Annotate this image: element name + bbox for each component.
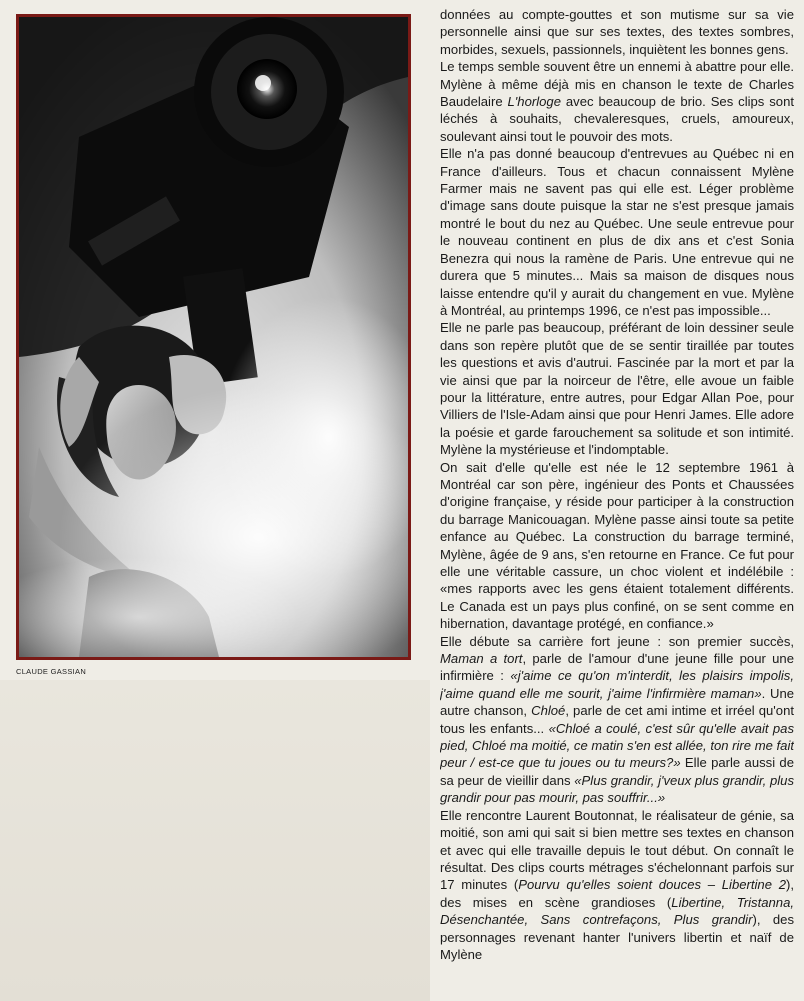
italic-text-run: Libertine, Tristanna, Désenchantée, Sans contrefaçons, Plus grandir <box>440 894 794 928</box>
article-paragraph <box>440 145 794 319</box>
text-run: Le temps semble souvent être un ennemi à abattre pour elle. Mylène à même déjà mis en chanson le texte de Charles Baudelaire <box>440 59 794 110</box>
italic-text-run: «Plus grandir, j'veux plus grandir, plus grandir pour pas mourir, pas souffrir...» <box>440 772 794 806</box>
text-run: , parle de cet ami intime et irréel qu'ont tous les enfants... <box>440 703 794 736</box>
photo-woman-with-camera <box>19 17 408 657</box>
article-paragraph <box>440 807 794 964</box>
text-run: Elle ne parle pas beaucoup, préférant de loin dessiner seule dans son repère plutôt que de se sentir tiraillée par toutes les questions et avis d'autrui. Fascinée par la mort et par la vie ainsi que par la noirceur de l'être, elle avoue un faible pour la littérature, entre autres, pour Edgar Allan Poe, pour Villiers de l'Isle-Adam ainsi que pour Henri James. Elle adore la poésie et garde farouchement sa solitude et son intimité. Mylène la mystérieuse et l'indomptable. <box>440 320 794 458</box>
italic-text-run: Maman a tort <box>440 651 523 667</box>
italic-text-run: L'horloge <box>507 94 561 110</box>
article-paragraph <box>440 58 794 145</box>
text-run: ), des personnages revenant hanter l'univers libertin et naïf de Mylène <box>440 912 794 962</box>
text-run: Elle rencontre Laurent Boutonnat, le réalisateur de génie, sa moitié, son ami qui sait si bien mettre ses textes en chanson et avec qui elle travaille depuis le tout début. On connaît le résultat. Des clips courts métrages s'échelonnant parfois sur 17 minutes ( <box>440 807 794 893</box>
text-run: . Une autre chanson, <box>440 685 794 719</box>
article-paragraph <box>440 6 794 58</box>
text-run: données au compte-gouttes et son mutisme sur sa vie personnelle ainsi que sur ses textes, des textes sombres, morbides, sexuels, passionnels, inquiètent les bonnes gens. <box>440 7 794 57</box>
text-run: On sait d'elle qu'elle est née le 12 septembre 1961 à Montréal car son père, ingénieur des Ponts et Chaussées d'origine française, y réside pour participer à la construction du barrage Manicouagan. Mylène passe ainsi toute sa petite enfance au Québec. La construction du barrage terminé, Mylène, âgée de 9 ans, s'en retourne en France. Ce fut pour elle une véritable cassure, un choc violent et indélébile : «mes rapports avec les gens étaient totalement différents. Le Canada est un pays plus confiné, on se sent comme en hibernation, davantage protégé, en confiance.» <box>440 459 794 632</box>
text-run: Elle n'a pas donné beaucoup d'entrevues au Québec ni en France d'ailleurs. Tous et chacun connaissent Mylène Farmer mais ne savent pas qui elle est. Léger problème d'image sans doute puisque la star ne s'est presque jamais montré le bout du nez au Québec. Une seule entrevue pour le nouveau continent en plus de dix ans et c'est Sonia Benezra qui nous la ramène de Paris. Une entrevue qui ne durera que 5 minutes... Mais sa maison de disques nous laisse entendre qu'il y aurait du changement en vue. Mylène à Montréal, au printemps 1996, ce n'est pas impossible... <box>440 146 794 318</box>
photo-credit: CLAUDE GASSIAN <box>16 667 87 676</box>
text-run: , parle de l'amour d'une jeune fille pour une infirmière : <box>440 651 794 684</box>
text-run: avec beaucoup de brio. Ses clips sont léchés à souhaits, chevaleresques, cruels, amoureux, soulevant ainsi tout le pouvoir des mots. <box>440 94 794 144</box>
article-paragraph <box>440 319 794 458</box>
text-run: ), des mises en scène grandioses ( <box>440 877 794 910</box>
article-text-column <box>440 6 794 998</box>
article-paragraph <box>440 633 794 807</box>
text-run: Elle débute sa carrière fort jeune : son premier succès, <box>440 633 794 649</box>
photo-frame <box>16 14 411 660</box>
italic-text-run: «Chloé a coulé, c'est sûr qu'elle avait pas pied, Chloé ma moitié, ce matin s'en est allée, ton rire me fait peur / est-ce que tu joues ou tu meurs?» <box>440 720 794 771</box>
italic-text-run: Chloé <box>531 703 566 719</box>
article-paragraph <box>440 459 794 633</box>
text-run: Elle parle aussi de sa peur de vieillir dans <box>440 755 794 788</box>
italic-text-run: «j'aime ce qu'on m'interdit, les plaisirs impolis, j'aime quand elle me sourit, j'aime l'infirmière maman» <box>440 668 794 701</box>
italic-text-run: Pourvu qu'elles soient douces – Libertine 2 <box>518 877 786 893</box>
photo-illustration <box>19 17 408 657</box>
page-bleed-area <box>0 680 430 1001</box>
